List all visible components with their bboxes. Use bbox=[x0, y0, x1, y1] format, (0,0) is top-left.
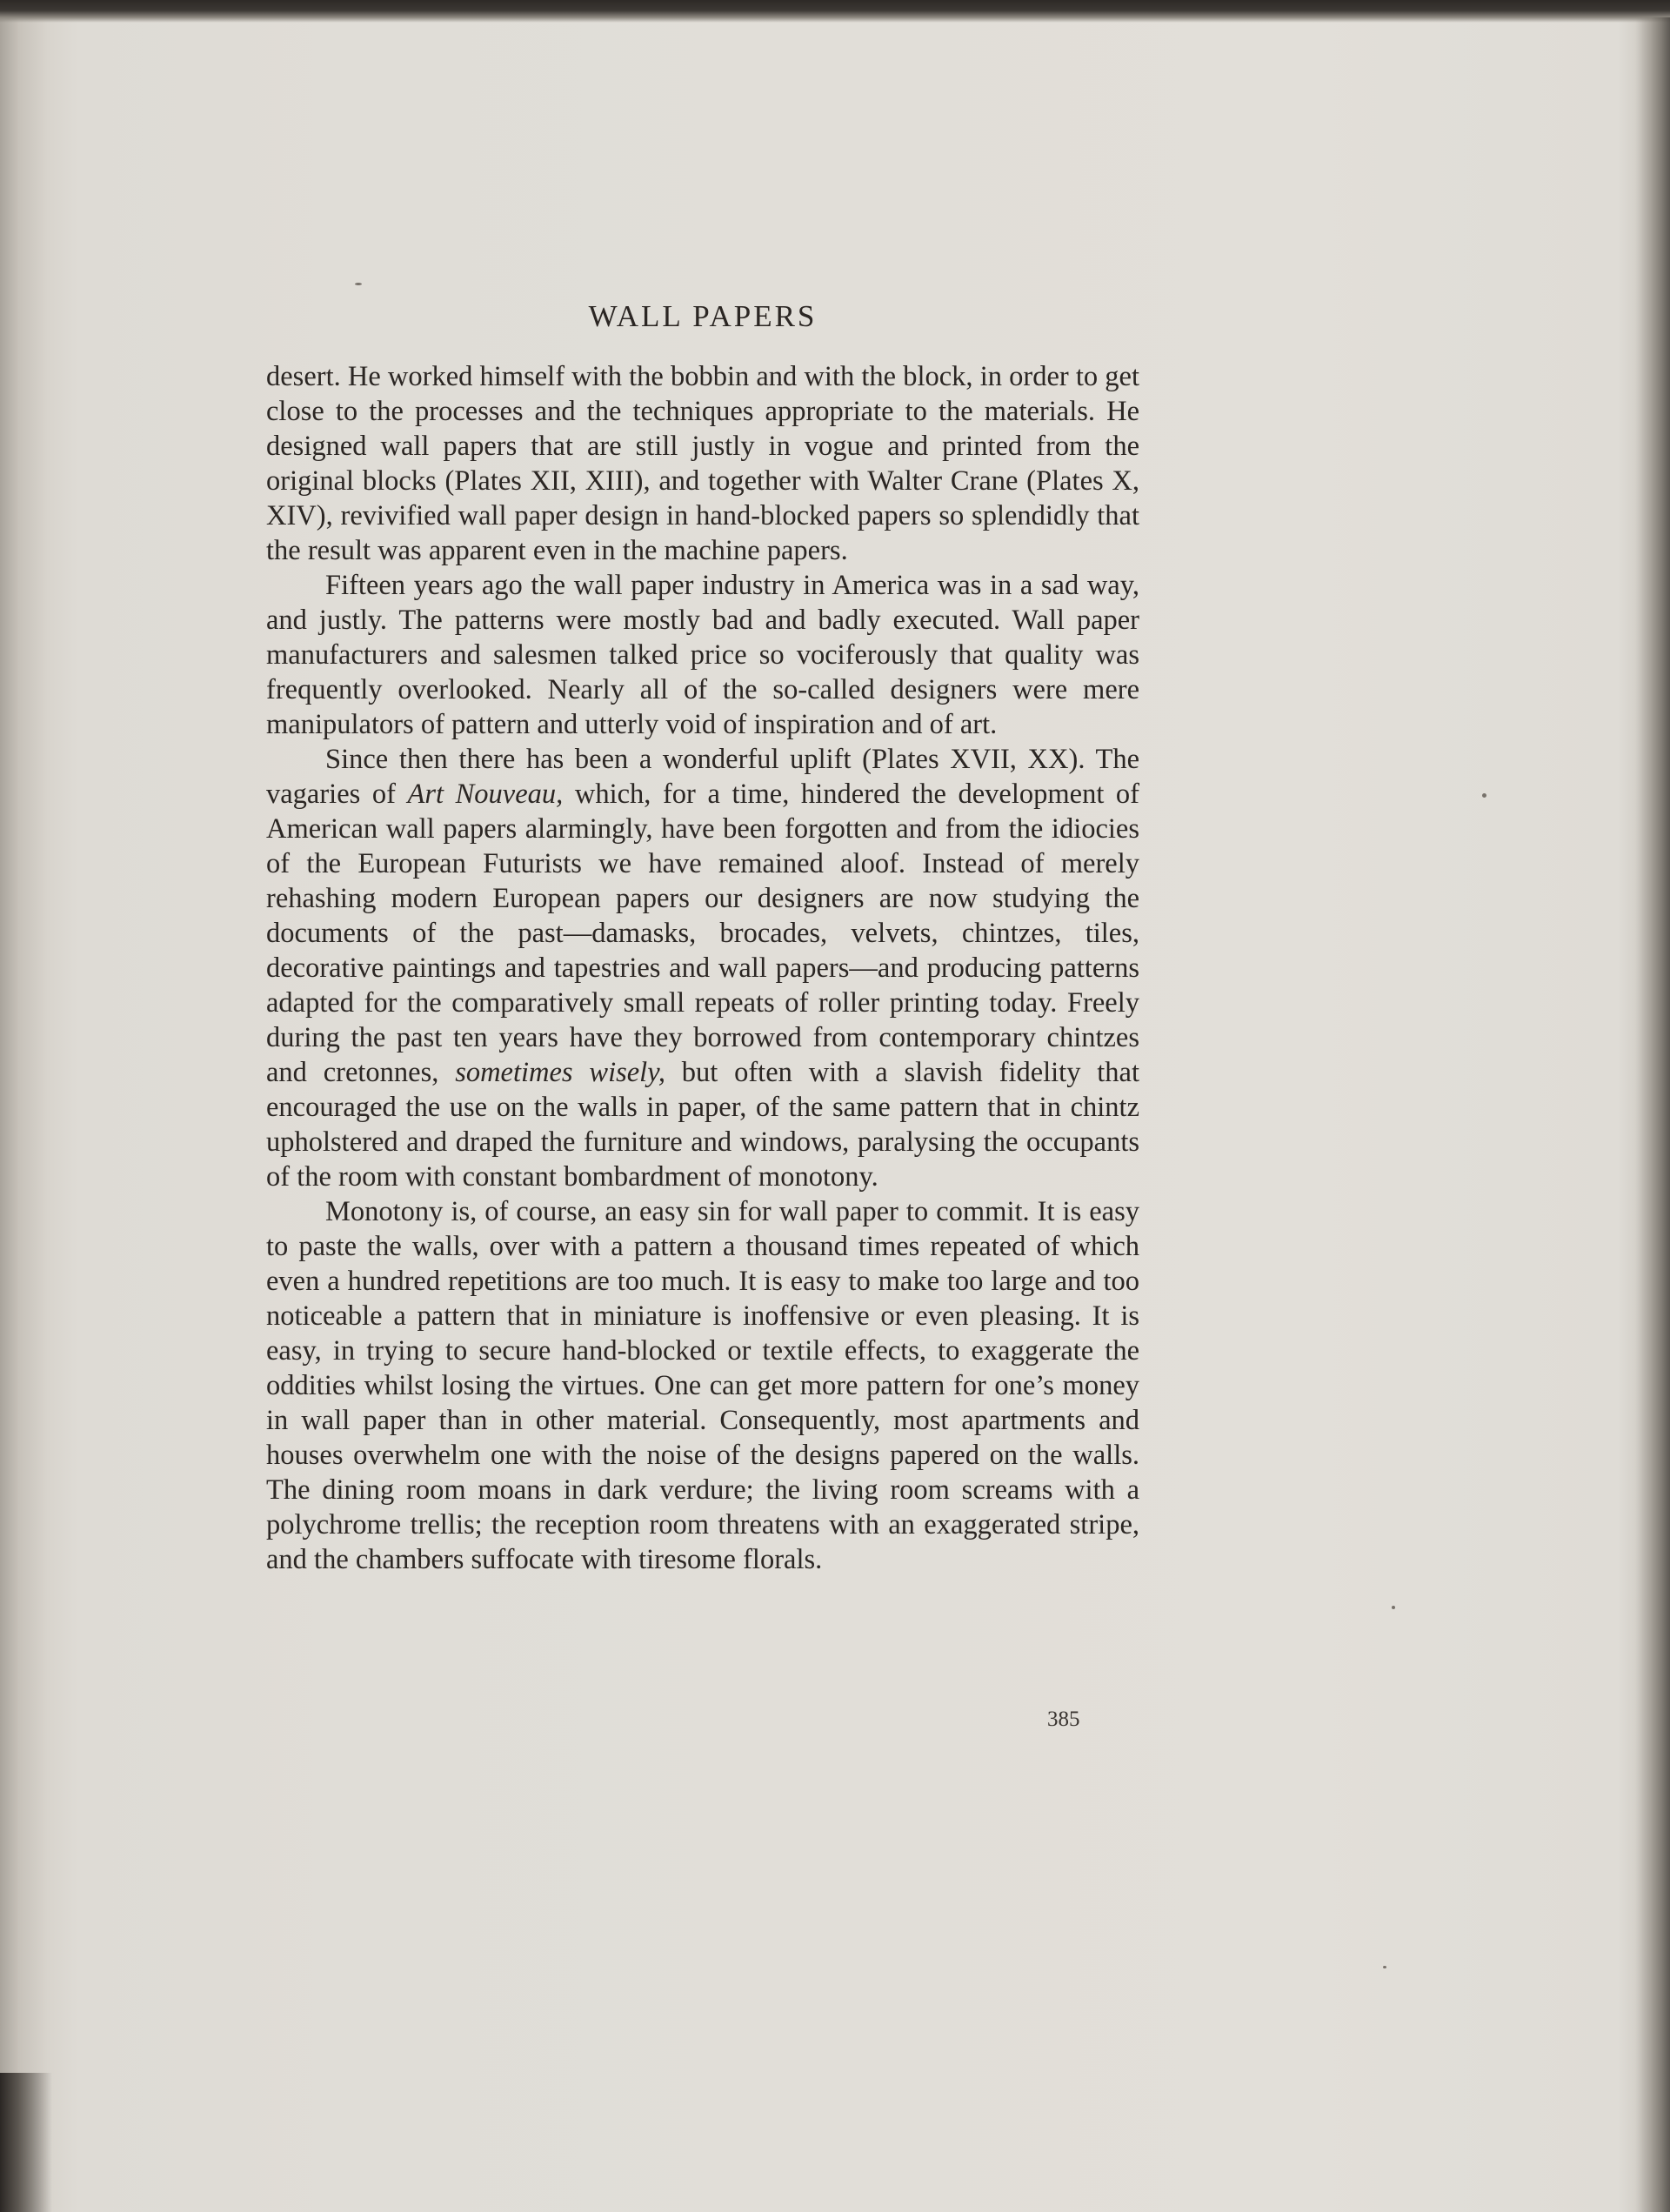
paragraph bbox=[266, 568, 1139, 742]
page-top-edge bbox=[0, 0, 1670, 23]
italic-text: Art Nouveau, bbox=[407, 779, 564, 810]
paragraph bbox=[266, 742, 1139, 1194]
binding-shadow bbox=[0, 2073, 52, 2212]
page-number: 385 bbox=[1047, 1707, 1080, 1731]
italic-text: sometimes wisely, bbox=[455, 1057, 665, 1088]
body-text bbox=[266, 359, 1139, 1577]
running-head: WALL PAPERS bbox=[588, 299, 818, 333]
text-run: Monotony is, of course, an easy sin for wall paper to commit. It is easy to paste the walls, over with a pattern a thousand times repeated of which even a hundred repetitions are too much. It is easy to make too large and too noticeable a pattern that in miniature is inoffensive or even pleasing. It is easy, in trying to secure hand-blocked or textile effects, to exaggerate the oddities whilst losing the virtues. One can get more pattern for one’s money in wall paper than in other material. Consequently, most apartments and houses overwhelm one with the noise of the designs papered on the walls. The dining room moans in dark verdure; the living room screams with a polychrome trellis; the reception room threatens with an exaggerated stripe, and the chambers suffocate with tiresome florals. bbox=[266, 1196, 1139, 1575]
text-run: but often with a slavish fidelity that encouraged the use on the walls in paper, of the same pattern that in chintz upholstered and draped the furniture and windows, paralysing the occupants of the room with constant bombardment of monotony. bbox=[266, 1057, 1139, 1193]
paper-speck bbox=[1383, 1966, 1386, 1968]
page-right-edge bbox=[1635, 17, 1670, 2212]
text-run: desert. He worked himself with the bobbin and with the block, in order to get close to the processes and the techniques appropriate to the materials. He designed wall papers that are still justly in vogue and printed from the original blocks (Plates XII, XIII), and together with Walter Crane (Plates X, XIV), revivified wall paper design in hand-blocked papers so splendidly that the result was apparent even in the machine papers. bbox=[266, 361, 1139, 566]
paper-speck bbox=[355, 283, 362, 285]
text-run: which, for a time, hindered the development of American wall papers alarmingly, have been forgotten and from the idiocies of the European Futurists we have remained aloof. Instead of merely rehashing modern European papers our designers are now studying the documents of the past—damasks, brocades, velvets, chintzes, tiles, decorative paintings and tapestries and wall papers—and producing patterns adapted for the comparatively small repeats of roller printing today. Freely during the past ten years have they borrowed from contemporary chintzes and cretonnes, bbox=[266, 779, 1139, 1088]
text-run: Fifteen years ago the wall paper industry in America was in a sad way, and justly. The patterns were mostly bad and badly executed. Wall paper manufacturers and salesmen talked price so vociferously that quality was frequently overlooked. Nearly all of the so-called designers were mere manipulators of pattern and utterly void of inspiration and of art. bbox=[266, 570, 1139, 740]
text-run: Since then there has been a wonderful uplift (Plates XVII, XX). The vagaries of bbox=[266, 744, 1139, 810]
paper-speck bbox=[1392, 1606, 1395, 1609]
paragraph bbox=[266, 359, 1139, 568]
paragraph bbox=[266, 1194, 1139, 1577]
paper-speck bbox=[1482, 793, 1486, 798]
